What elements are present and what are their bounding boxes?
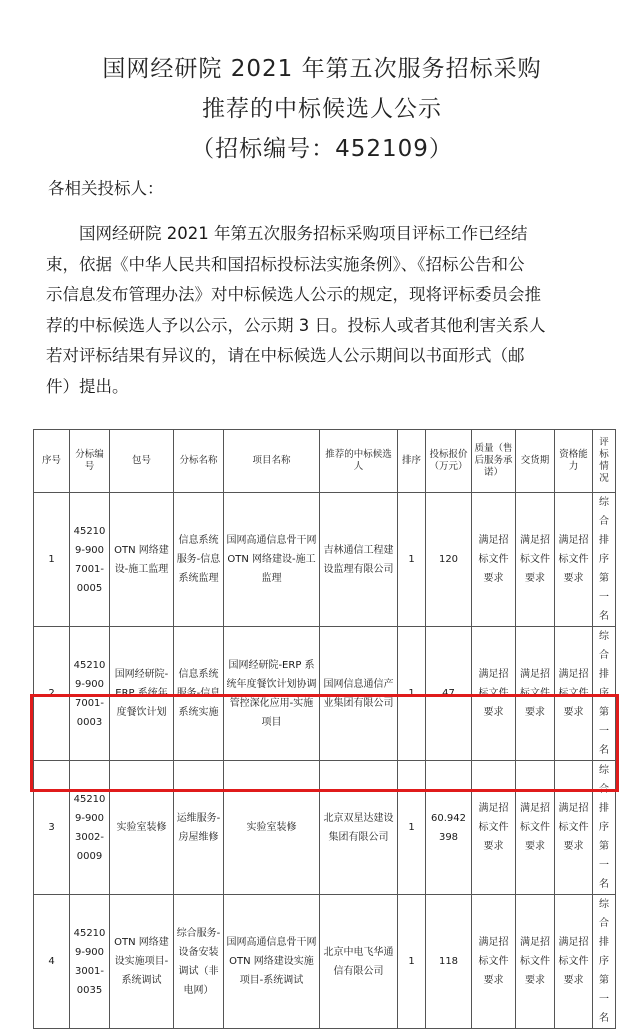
cell-qualification: 满足招标文件要求 — [555, 895, 593, 1029]
cell-candidate: 吉林通信工程建设监理有限公司 — [320, 493, 398, 627]
header-cell: 排序 — [398, 430, 426, 493]
cell-bid-price: 60.942398 — [426, 761, 472, 895]
table-row — [34, 627, 616, 761]
cell-evaluation: 综合排序第一名 — [593, 493, 616, 627]
cell-delivery: 满足招标文件要求 — [516, 493, 555, 627]
paragraph-line: 国网经研院 2021 年第五次服务招标采购项目评标工作已经结 — [79, 224, 528, 243]
cell-lot-number: 452109-9007001-0003 — [70, 627, 110, 761]
cell-rank: 1 — [398, 493, 426, 627]
header-cell: 质量（售后服务承诺） — [472, 430, 516, 493]
header-cell: 评标情况 — [593, 430, 616, 493]
table-row — [34, 493, 616, 627]
cell-lot-name: 综合服务-设备安装调试（非电网） — [174, 895, 224, 1029]
cell-index: 4 — [34, 895, 70, 1029]
cell-package: OTN 网络建设实施项目-系统调试 — [110, 895, 174, 1029]
cell-quality: 满足招标文件要求 — [472, 895, 516, 1029]
header-cell: 投标报价（万元） — [426, 430, 472, 493]
header-cell: 分标名称 — [174, 430, 224, 493]
cell-lot-name: 运维服务-房屋维修 — [174, 761, 224, 895]
cell-candidate: 北京中电飞华通信有限公司 — [320, 895, 398, 1029]
cell-index: 1 — [34, 493, 70, 627]
paragraph-line: 若对评标结果有异议的，请在中标候选人公示期间以书面形式（邮 — [46, 346, 525, 365]
paragraph-line: 示信息发布管理办法》对中标候选人公示的规定，现将评标委员会推 — [46, 285, 541, 304]
document-title: 国网经研院 2021 年第五次服务招标采购 — [102, 56, 542, 82]
header-cell: 序号 — [34, 430, 70, 493]
cell-lot-name: 信息系统服务-信息系统实施 — [174, 627, 224, 761]
cell-project-name: 国网高通信息骨干网 OTN 网络建设实施项目-系统调试 — [224, 895, 320, 1029]
document-subtitle: 推荐的中标候选人公示 — [202, 96, 442, 122]
cell-lot-number: 452109-9003002-0009 — [70, 761, 110, 895]
cell-qualification: 满足招标文件要求 — [555, 493, 593, 627]
cell-quality: 满足招标文件要求 — [472, 627, 516, 761]
candidate-table — [33, 429, 616, 1029]
cell-delivery: 满足招标文件要求 — [516, 895, 555, 1029]
cell-package: OTN 网络建设-施工监理 — [110, 493, 174, 627]
cell-package: 国网经研院-ERP 系统年度餐饮计划 — [110, 627, 174, 761]
cell-candidate: 国网信息通信产业集团有限公司 — [320, 627, 398, 761]
cell-project-name: 国网经研院-ERP 系统年度餐饮计划协调管控深化应用-实施项目 — [224, 627, 320, 761]
table-header-row — [34, 430, 616, 493]
cell-bid-price: 118 — [426, 895, 472, 1029]
cell-candidate: 北京双星达建设集团有限公司 — [320, 761, 398, 895]
tender-number: （招标编号：452109） — [191, 136, 453, 162]
cell-rank: 1 — [398, 627, 426, 761]
cell-index: 3 — [34, 761, 70, 895]
paragraph-line: 荐的中标候选人予以公示，公示期 3 日。投标人或者其他利害关系人 — [46, 315, 546, 335]
header-cell: 包号 — [110, 430, 174, 493]
cell-package: 实验室装修 — [110, 761, 174, 895]
header-cell: 分标编号 — [70, 430, 110, 493]
cell-project-name: 实验室装修 — [224, 761, 320, 895]
cell-quality: 满足招标文件要求 — [472, 761, 516, 895]
header-cell: 项目名称 — [224, 430, 320, 493]
cell-delivery: 满足招标文件要求 — [516, 761, 555, 895]
cell-evaluation: 综合排序第一名 — [593, 627, 616, 761]
announcement-paragraph — [46, 219, 606, 402]
cell-qualification: 满足招标文件要求 — [555, 761, 593, 895]
cell-lot-number: 452109-9007001-0005 — [70, 493, 110, 627]
cell-qualification: 满足招标文件要求 — [555, 627, 593, 761]
cell-bid-price: 47 — [426, 627, 472, 761]
paragraph-line: 件）提出。 — [46, 376, 129, 396]
cell-bid-price: 120 — [426, 493, 472, 627]
cell-lot-name: 信息系统服务-信息系统监理 — [174, 493, 224, 627]
header-cell: 资格能力 — [555, 430, 593, 493]
header-cell: 推荐的中标候选人 — [320, 430, 398, 493]
cell-project-name: 国网高通信息骨干网 OTN 网络建设-施工监理 — [224, 493, 320, 627]
cell-delivery: 满足招标文件要求 — [516, 627, 555, 761]
table-row — [34, 761, 616, 895]
cell-evaluation: 综合排序第一名 — [593, 895, 616, 1029]
cell-index: 2 — [34, 627, 70, 761]
table-row — [34, 895, 616, 1029]
cell-evaluation: 综合排序第一名 — [593, 761, 616, 895]
paragraph-line: 束，依据《中华人民共和国招标投标法实施条例》、《招标公告和公 — [46, 254, 525, 274]
cell-rank: 1 — [398, 895, 426, 1029]
cell-lot-number: 452109-9003001-0035 — [70, 895, 110, 1029]
salutation: 各相关投标人： — [48, 179, 164, 198]
cell-rank: 1 — [398, 761, 426, 895]
header-cell: 交货期 — [516, 430, 555, 493]
cell-quality: 满足招标文件要求 — [472, 493, 516, 627]
